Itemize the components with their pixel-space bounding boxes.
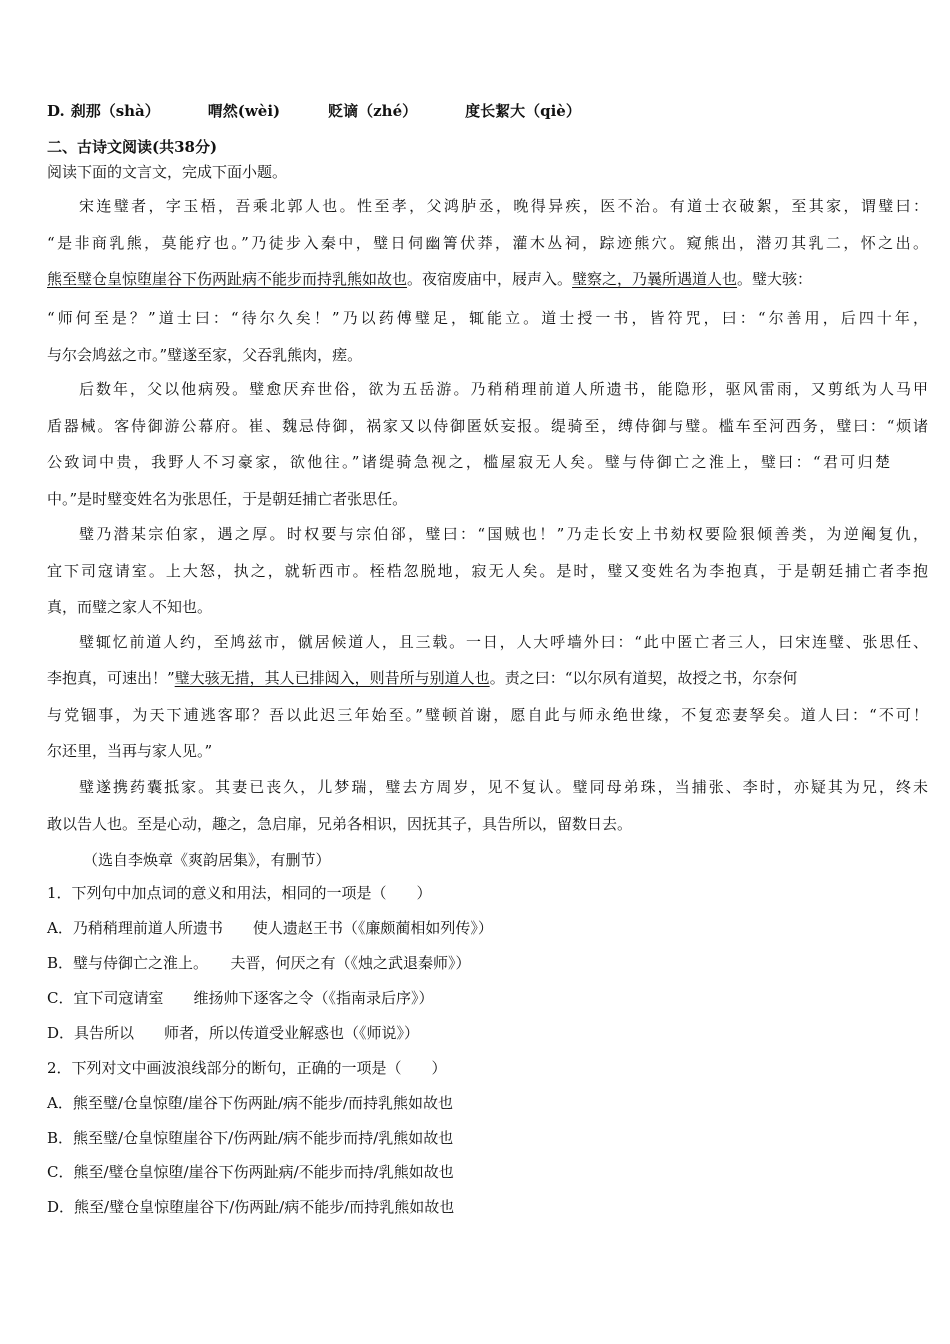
answer-option: D．熊至/璧仓皇惊堕崖谷下/伤两趾/病不能步/而持乳熊如故也 (47, 1198, 455, 1216)
wavy-underlined-text: 熊至璧仓皇惊堕崖谷下伤两趾病不能步而持乳熊如故也 (47, 270, 408, 288)
answer-option: A．熊至璧/仓皇惊堕/崖谷下伤两趾/病不能步/而持乳熊如故也 (47, 1094, 454, 1112)
source-note: （选自李焕章《爽韵居集》，有删节） (83, 851, 331, 869)
passage-line: 宋连璧者，字玉梧，吾乘北郭人也。性至孝，父鸿胪丞，晚得异疾，医不治。有道士衣破絮，至其家，谓璧曰： (79, 197, 928, 215)
passage-line: “是非商乳熊，莫能疗也。”乃徒步入秦中，璧日伺幽箐伏莽，灌木丛祠，踪迹熊穴。窥熊出，潜刃其乳二，怀之出。 (47, 234, 928, 252)
passage-line: 后数年，父以他病殁。璧愈厌弃世俗，欲为五岳游。乃稍稍理前道人所遗书，能隐形，驱风雷雨，又剪纸为人马甲 (79, 380, 928, 398)
passage-line: 公致词中贵，我野人不习豪家，欲他往。”诸缇骑急视之，槛屋寂无人矣。璧与侍御亡之淮上，璧曰：“君可归楚 (47, 453, 890, 471)
passage-line: 与党锢事，为天下逋逃客耶？吾以此迟三年始至。”璧顿首谢，愿自此与师永绝世缘，不复恋妻孥矣。道人曰：“不可！ (47, 706, 928, 724)
answer-option: B．熊至璧/仓皇惊堕崖谷下/伤两趾/病不能步而持/乳熊如故也 (47, 1129, 454, 1147)
section-title: 二、古诗文阅读(共38分) (47, 138, 218, 156)
question-stem: 1．下列句中加点词的意义和用法，相同的一项是（ ） (47, 884, 432, 902)
underlined-text: 璧大骇无措，其人已排闼入，则昔所与别道人也 (174, 669, 490, 687)
option-label: D. (47, 102, 65, 120)
passage-line: 真，而璧之家人不知也。 (47, 598, 213, 616)
question-d-row (47, 101, 920, 121)
answer-option: C．熊至/璧仓皇惊堕/崖谷下伤两趾病/不能步而持/乳熊如故也 (47, 1163, 454, 1181)
passage-line: 熊至璧仓皇惊堕崖谷下伤两趾病不能步而持乳熊如故也。夜宿废庙中，屐声入。璧察之，乃曩所遇道人也。璧大骇： (47, 270, 813, 288)
passage-line: “师何至是？”道士曰：“待尔久矣！”乃以药傅璧足，辄能立。道士授一书，皆符咒，曰：“尔善用，后四十年， (47, 309, 928, 327)
question-stem: 2．下列对文中画波浪线部分的断句，正确的一项是（ ） (47, 1059, 447, 1077)
option-item: 贬谪（zhé） (328, 102, 418, 120)
answer-option: D．具告所以 师者，所以传道受业解惑也（《师说》） (47, 1024, 420, 1042)
option-item: 度长絜大（qiè） (465, 102, 581, 120)
passage-line: 璧乃潜某宗伯家，遇之厚。时权要与宗伯郤，璧曰：“国贼也！”乃走长安上书劾权要险狠倾善类，为逆阉复仇， (79, 525, 928, 543)
option-item: 刹那（shà） (70, 102, 160, 120)
instruction: 阅读下面的文言文，完成下面小题。 (47, 163, 288, 181)
passage-line: 璧辄忆前道人约，至鸠兹市，僦居候道人，且三载。一日，人大呼墙外曰：“此中匿亡者三人，曰宋连璧、张思任、 (79, 633, 928, 651)
passage-line: 璧遂携药囊抵家。其妻已丧久，儿梦瑞，璧去方周岁，见不复认。璧同母弟珠，当捕张、李时，亦疑其为兄，终未 (79, 778, 928, 796)
passage-line: 李抱真，可速出！”璧大骇无措，其人已排闼入，则昔所与别道人也。责之曰：“以尔夙有道契，故授之书，尔奈何 (47, 669, 798, 687)
option-item: 喟然(wèi) (207, 102, 281, 120)
answer-option: C．宜下司寇请室 维扬帅下逐客之令（《指南录后序》） (47, 989, 434, 1007)
passage-line: 盾器械。客侍御游公幕府。崔、魏忌侍御，祸家又以侍御匿妖妄报。缇骑至，缚侍御与璧。槛车至河西务，璧曰：“烦诸 (47, 417, 928, 435)
passage-line: 宜下司寇请室。上大怒，执之，就斩西市。桎梏忽脱地，寂无人矣。是时，璧又变姓名为李抱真，于是朝廷捕亡者李抱 (47, 562, 928, 580)
passage-line: 敢以告人也。至是心动，趣之，急启扉，兄弟各相识，因抚其子，具告所以，留数日去。 (47, 815, 633, 833)
underlined-text: 璧察之，乃曩所遇道人也 (572, 270, 738, 288)
passage-line: 中。”是时璧变姓名为张思任，于是朝廷捕亡者张思任。 (47, 490, 408, 508)
passage-line: 与尔会鸠兹之市。”璧遂至家，父吞乳熊肉，瘥。 (47, 346, 363, 364)
answer-option: A．乃稍稍理前道人所遗书 使人遗赵王书（《廉颇蔺相如列传》） (47, 919, 493, 937)
passage-line: 尔还里，当再与家人见。” (47, 742, 213, 760)
answer-option: B．璧与侍御亡之淮上。 夫晋，何厌之有（《烛之武退秦师》） (47, 954, 471, 972)
